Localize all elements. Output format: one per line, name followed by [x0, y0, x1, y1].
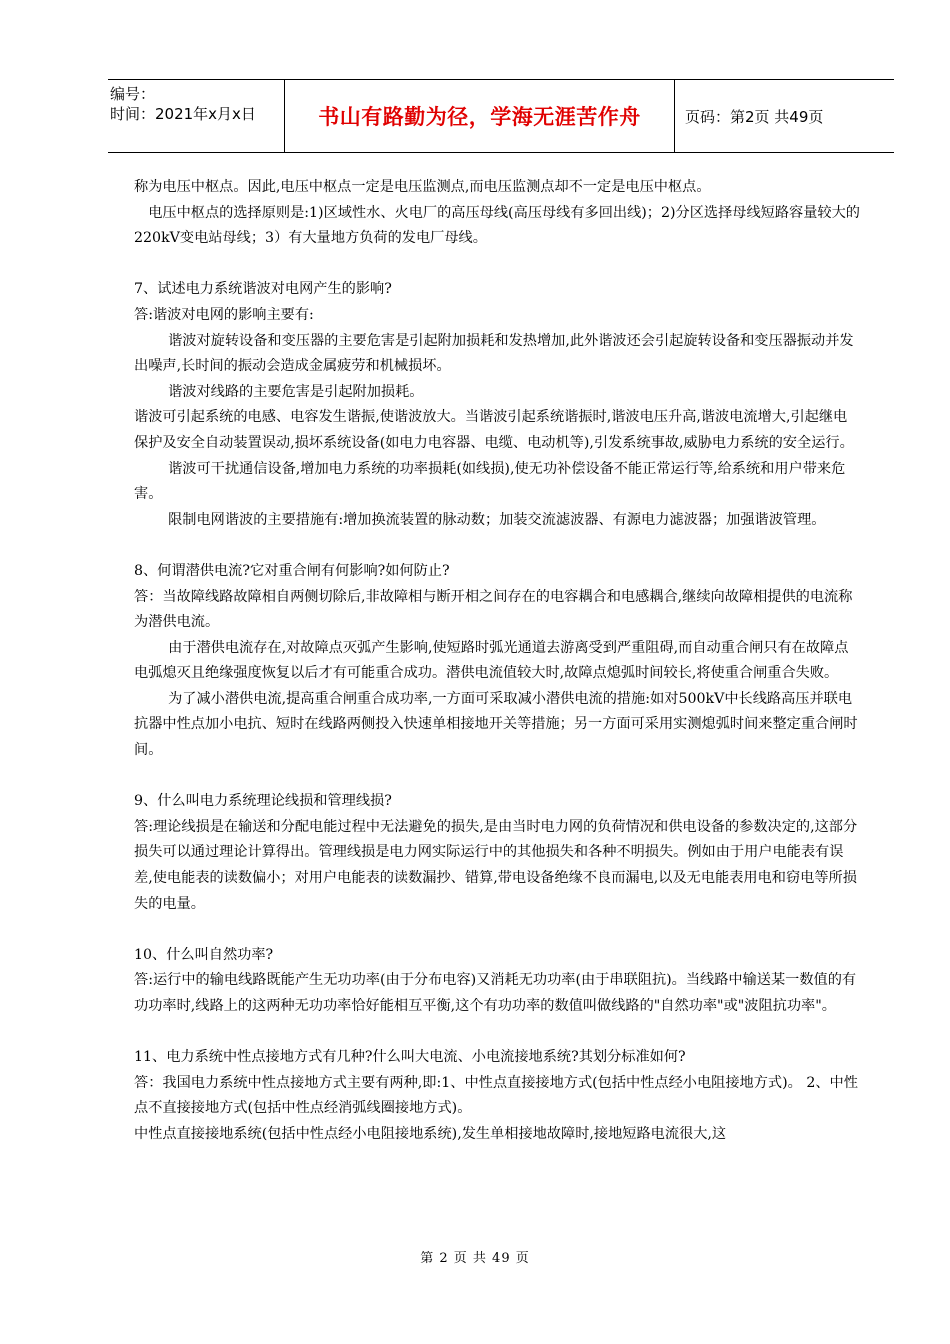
question-heading: 8、何谓潜供电流?它对重合闸有何影响?如何防止?: [134, 562, 450, 579]
paragraph: 答：当故障线路故障相自两侧切除后,非故障相与断开相之间存在的电容耦合和电感耦合,继续向故障相提供的电流称为潜供电流。: [134, 588, 853, 631]
paragraph: 答:运行中的输电线路既能产生无功功率(由于分布电容)又消耗无功功率(由于串联阻抗)。当线路中输送某一数值的有功功率时,线路上的这两种无功功率恰好能相互平衡,这个有功功率的数值叫做线路的"自然功率"或"波阻抗功率"。: [134, 972, 857, 1014]
paragraph: 为了减小潜供电流,提高重合闸重合成功率,一方面可采取减小潜供电流的措施:如对500kV中长线路高压并联电抗器中性点加小电抗、短时在线路两侧投入快速单相接地开关等措施；另一方面可采用实测熄弧时间来整定重合闸时间。: [134, 690, 858, 759]
header-page-number: 页码：第2页 共49页: [685, 107, 824, 126]
paragraph: 谐波对线路的主要危害是引起附加损耗。: [168, 383, 424, 400]
paragraph: 电压中枢点的选择原则是:1)区域性水、火电厂的高压母线(高压母线有多回出线)；2)分区选择母线短路容量较大的220kV变电站母线；3）有大量地方负荷的发电厂母线。: [134, 204, 860, 247]
question-heading: 10、什么叫自然功率?: [134, 946, 274, 963]
paragraph: 限制电网谐波的主要措施有:增加换流装置的脉动数；加装交流滤波器、有源电力滤波器；加强谐波管理。: [168, 511, 826, 528]
question-heading: 9、什么叫电力系统理论线损和管理线损?: [134, 793, 392, 810]
paragraph: 答：我国电力系统中性点接地方式主要有两种,即:1、中性点直接接地方式(包括中性点经小电阻接地方式)。 2、中性点不直接接地方式(包括中性点经消弧线圈接地方式)。: [134, 1074, 858, 1117]
paragraph: 谐波对旋转设备和变压器的主要危害是引起附加损耗和发热增加,此外谐波还会引起旋转设备和变压器振动并发出噪声,长时间的振动会造成金属疲劳和机械损坏。: [134, 332, 854, 375]
page-header: [108, 79, 894, 153]
header-motto: 书山有路勤为径，学海无涯苦作舟: [284, 80, 675, 152]
question-heading: 11、电力系统中性点接地方式有几种?什么叫大电流、小电流接地系统?其划分标准如何?: [134, 1049, 686, 1066]
paragraph: 谐波可引起系统的电感、电容发生谐振,使谐波放大。当谐波引起系统谐振时,谐波电压升高,谐波电流增大,引起继电保护及安全自动装置误动,损坏系统设备(如电力电容器、电缆、电动机等),引发系统事故,威胁电力系统的安全运行。: [134, 409, 854, 451]
document-number-label: 编号：: [110, 85, 156, 103]
paragraph: 答:谐波对电网的影响主要有:: [134, 306, 314, 323]
paragraph: 谐波可干扰通信设备,增加电力系统的功率损耗(如线损),使无功补偿设备不能正常运行等,给系统和用户带来危害。: [134, 460, 846, 503]
paragraph: 中性点直接接地系统(包括中性点经小电阻接地系统),发生单相接地故障时,接地短路电流很大,这: [134, 1125, 727, 1142]
question-heading: 7、试述电力系统谐波对电网产生的影响?: [134, 281, 392, 298]
paragraph: 由于潜供电流存在,对故障点灭弧产生影响,使短路时弧光通道去游离受到严重阻碍,而自动重合闸只有在故障点电弧熄灭且绝缘强度恢复以后才有可能重合成功。潜供电流值较大时,故障点熄弧时间较长,将使重合闸重合失败。: [134, 639, 849, 682]
page-footer: 第 2 页 共 49 页: [420, 1251, 530, 1266]
document-time-label: 时间：2021年x月x日: [110, 105, 256, 123]
header-meta: [108, 80, 284, 152]
document-body: [134, 175, 860, 1148]
paragraph: 答:理论线损是在输送和分配电能过程中无法避免的损失,是由当时电力网的负荷情况和供电设备的参数决定的,这部分损失可以通过理论计算得出。管理线损是电力网实际运行中的其他损失和各种不明损失。例如由于用户电能表有误差,使电能表的读数偏小；对用户电能表的读数漏抄、错算,带电设备绝缘不良而漏电,以及无电能表用电和窃电等所损失的电量。: [134, 818, 858, 912]
paragraph: 称为电压中枢点。因此,电压中枢点一定是电压监测点,而电压监测点却不一定是电压中枢点。: [134, 179, 711, 195]
